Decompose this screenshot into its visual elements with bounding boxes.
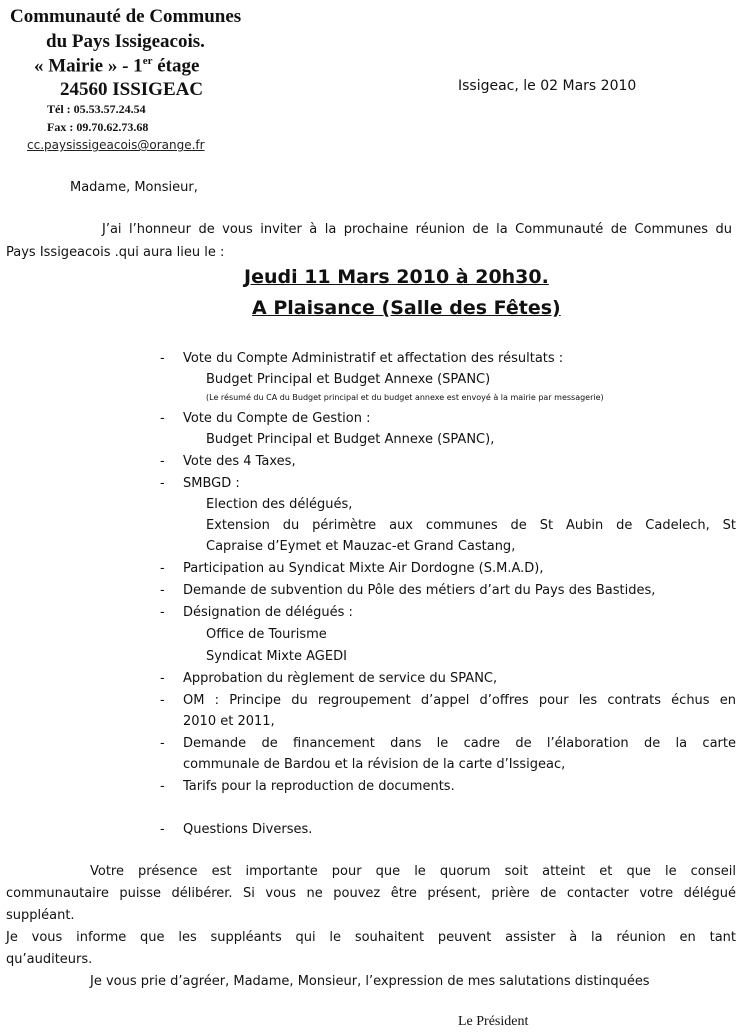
closing-formula: Je vous prie d’agréer, Madame, Monsieur, l’expression de mes salutations distinquées [90, 974, 650, 989]
closing-p1-line1: Votre présence est importante pour que le quorum soit atteint et que le conseil [90, 864, 736, 879]
list-bullet: - [160, 605, 165, 620]
agenda-item-compte-gestion: Vote du Compte de Gestion : [183, 411, 371, 426]
agenda-item-delegues: Désignation de délégués : [183, 605, 353, 620]
closing-p1-line3: suppléant. [6, 908, 75, 923]
agenda-subitem: Election des délégués, [206, 497, 353, 512]
agenda-item-financement: Demande de financement dans le cadre de l’élaboration de la carte [183, 736, 736, 751]
org-name-line2: du Pays Issigeacois. [46, 31, 205, 52]
agenda-item-financement-cont: communale de Bardou et la révision de la carte d’Issigeac, [183, 757, 566, 772]
agenda-note: (Le résumé du CA du Budget principal et du budget annexe est envoyé à la mairie par messagerie) [206, 393, 604, 402]
agenda-item-om: OM : Principe du regroupement d’appel d’offres pour les contrats échus en [183, 693, 736, 708]
list-bullet: - [160, 561, 165, 576]
list-bullet: - [160, 476, 165, 491]
agenda-subitem: Budget Principal et Budget Annexe (SPANC), [206, 432, 495, 447]
agenda-subitem: Office de Tourisme [206, 627, 327, 642]
agenda-item-compte-administratif: Vote du Compte Administratif et affectation des résultats : [183, 351, 564, 366]
closing-p2-line1: Je vous informe que les suppléants qui le souhaitent peuvent assister à la réunion en tant [6, 930, 736, 945]
agenda-subitem: Budget Principal et Budget Annexe (SPANC) [206, 372, 491, 387]
list-bullet: - [160, 583, 165, 598]
signature-title: Le Président [458, 1014, 529, 1029]
org-phone: Tél : 05.53.57.24.54 [47, 102, 146, 116]
org-address-pre: « Mairie » - 1 [34, 55, 143, 77]
closing-p2-line2: qu’auditeurs. [6, 952, 93, 967]
org-fax: Fax : 09.70.62.73.68 [47, 120, 149, 134]
intro-line-1: J’ai l’honneur de vous inviter à la prochaine réunion de la Communauté de Communes du [102, 222, 732, 237]
salutation: Madame, Monsieur, [70, 180, 198, 195]
intro-line-2: Pays Issigeacois .qui aura lieu le : [6, 245, 225, 260]
org-address-sup: er [142, 55, 153, 67]
letter-date: Issigeac, le 02 Mars 2010 [458, 78, 637, 94]
agenda-item-taxes: Vote des 4 Taxes, [183, 454, 296, 469]
org-address-post: étage [152, 55, 200, 77]
agenda-item-subvention: Demande de subvention du Pôle des métiers d’art du Pays des Bastides, [183, 583, 656, 598]
list-bullet: - [160, 693, 165, 708]
list-bullet: - [160, 736, 165, 751]
agenda-item-questions: Questions Diverses. [183, 822, 313, 837]
meeting-location: A Plaisance (Salle des Fêtes) [252, 297, 561, 319]
agenda-item-smad: Participation au Syndicat Mixte Air Dordogne (S.M.A.D), [183, 561, 544, 576]
agenda-subitem: Extension du périmètre aux communes de St Aubin de Cadelech, St [206, 518, 736, 533]
meeting-datetime: Jeudi 11 Mars 2010 à 20h30. [244, 266, 549, 288]
agenda-subitem: Capraise d’Eymet et Mauzac-et Grand Castang, [206, 539, 516, 554]
list-bullet: - [160, 454, 165, 469]
list-bullet: - [160, 351, 165, 366]
org-address-line [34, 55, 199, 77]
agenda-item-spanc: Approbation du règlement de service du SPANC, [183, 671, 498, 686]
agenda-item-om-cont: 2010 et 2011, [183, 714, 275, 729]
closing-p1-line2: communautaire puisse délibérer. Si vous ne pouvez être présent, prière de contacter votre délégué [6, 886, 736, 901]
agenda-item-smbgd: SMBGD : [183, 476, 240, 491]
list-bullet: - [160, 671, 165, 686]
agenda-subitem: Syndicat Mixte AGEDI [206, 649, 347, 664]
org-name-line1: Communauté de Communes [10, 6, 242, 27]
org-postal-city: 24560 ISSIGEAC [60, 79, 204, 100]
list-bullet: - [160, 411, 165, 426]
list-bullet: - [160, 822, 165, 837]
agenda-item-tarifs: Tarifs pour la reproduction de documents. [183, 779, 455, 794]
org-email-link[interactable]: cc.paysissigeacois@orange.fr [27, 138, 205, 152]
list-bullet: - [160, 779, 165, 794]
